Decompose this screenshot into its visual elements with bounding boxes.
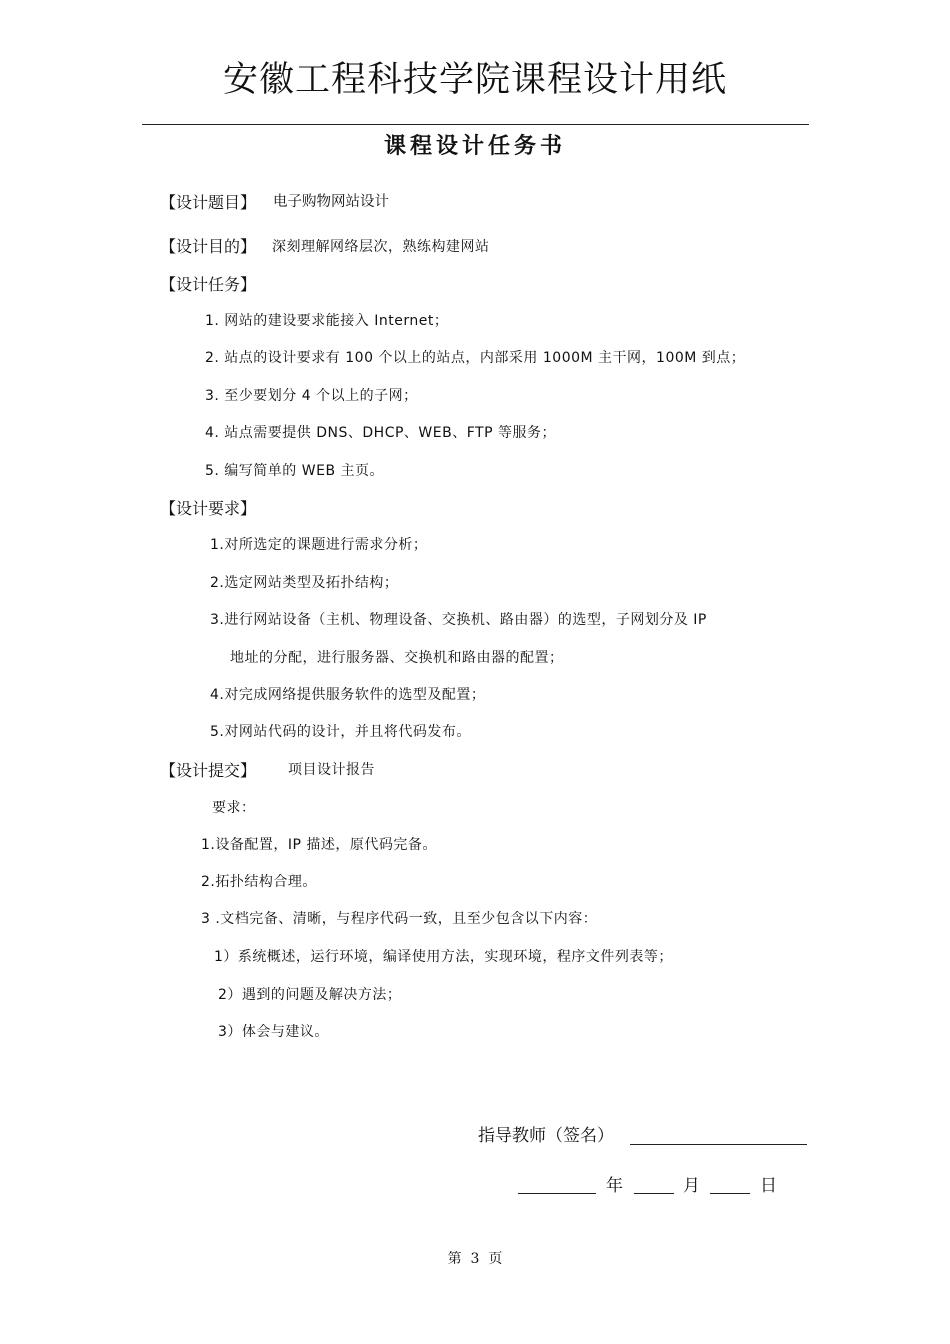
task-item-3: 3. 至少要划分 4 个以上的子网；: [205, 388, 418, 404]
teacher-signature-label: 指导教师（签名）: [478, 1126, 614, 1146]
requirement-item-5: 5.对网站代码的设计，并且将代码发布。: [210, 724, 471, 740]
submission-subitem-1: 1）系统概述，运行环境，编译使用方法，实现环境，程序文件列表等；: [214, 949, 673, 965]
purpose-label: 【设计目的】: [160, 237, 257, 256]
submission-req-label: 要求：: [212, 800, 256, 816]
document-title: 课程设计任务书: [383, 134, 566, 159]
requirement-item-3-cont: 地址的分配，进行服务器、交换机和路由器的配置；: [230, 650, 564, 666]
purpose-value: 深刻理解网络层次，熟练构建网站: [272, 239, 490, 255]
submission-item-2: 2.拓扑结构合理。: [201, 874, 317, 890]
day-label: 日: [760, 1176, 777, 1196]
page-number: 第 3 页: [447, 1251, 503, 1267]
day-blank-line[interactable]: [710, 1193, 750, 1194]
month-blank-line[interactable]: [634, 1193, 674, 1194]
submission-value: 项目设计报告: [288, 762, 375, 778]
submission-item-3: 3 .文档完备、清晰，与程序代码一致，且至少包含以下内容：: [201, 911, 598, 927]
month-label: 月: [683, 1176, 700, 1196]
task-item-4: 4. 站点需要提供 DNS、DHCP、WEB、FTP 等服务；: [205, 425, 556, 441]
submission-subitem-2: 2）遇到的问题及解决方法；: [218, 987, 402, 1003]
requirement-item-4: 4.对完成网络提供服务软件的选型及配置；: [210, 687, 486, 703]
year-label: 年: [606, 1176, 623, 1196]
header-divider: [142, 124, 809, 125]
submission-label: 【设计提交】: [160, 761, 257, 780]
tasks-label: 【设计任务】: [160, 275, 257, 294]
header-title: 安徽工程科技学院课程设计用纸: [222, 60, 727, 100]
requirements-label: 【设计要求】: [160, 499, 257, 518]
teacher-signature-line[interactable]: [630, 1144, 807, 1145]
requirement-item-2: 2.选定网站类型及拓扑结构；: [210, 575, 399, 591]
topic-label: 【设计题目】: [160, 193, 257, 212]
requirement-item-3: 3.进行网站设备（主机、物理设备、交换机、路由器）的选型，子网划分及 IP: [210, 612, 707, 628]
requirement-item-1: 1.对所选定的课题进行需求分析；: [210, 537, 428, 553]
task-item-1: 1. 网站的建设要求能接入 Internet；: [205, 313, 449, 329]
year-blank-line[interactable]: [518, 1193, 596, 1194]
task-item-5: 5. 编写简单的 WEB 主页。: [205, 463, 385, 479]
task-item-2: 2. 站点的设计要求有 100 个以上的站点，内部采用 1000M 主干网，100M 到点；: [205, 350, 746, 366]
topic-value: 电子购物网站设计: [273, 194, 389, 210]
submission-item-1: 1.设备配置，IP 描述，原代码完备。: [201, 837, 437, 853]
submission-subitem-3: 3）体会与建议。: [218, 1024, 329, 1040]
